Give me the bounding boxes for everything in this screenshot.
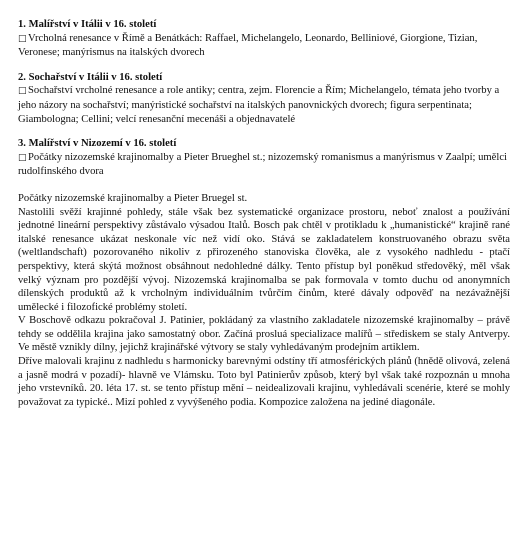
- section-2: [18, 71, 510, 126]
- bullet-item: [18, 84, 510, 126]
- section-heading: 2. Sochařství v Itálii v 16. století: [18, 71, 163, 83]
- bullet-text: Sochařství vrcholné renesance a role antiky; centra, zejm. Florencie a Řím; Michelangelo, témata jeho tvorby a jeho názory na sochařství; manýristické sochařství na italských panovnických dvorech; figura serpentinata; Giambologna; Cellini; velcí renesanční mecenáši a objednavatelé: [18, 85, 500, 125]
- article-paragraph: V Boschově odkazu pokračoval J. Patinier, pokládaný za vlastního zakladatele nizozemské krajinomalby – právě tehdy se oddělila krajina jako samostatný obor. Začíná prosluá specializace malířů – střediskem se staly Antverpy. Ve městě vznikly dílny, jejichž krajinářské výtvory se staly vyhledávaným prodejním artiklem.: [18, 315, 510, 354]
- article-paragraph: Dříve malovali krajinu z nadhledu s harmonicky barevnými odstíny tří atmosférických plánů (hnědě olivová, zelená a jasně modrá v pozadí)- hlavně ve Vlámsku. Toto byl Patinierův způsob, který byl však také rozpoznán u mnoha jeho vrstevníků. 20. léta 17. st. se tento přístup mění – neidealizovali krajinu, vyhledávali scenérie, které se mohly považovat za typické.. Mizí pohled z vyvýšeného podia. Kompozice založena na jediné diagonále.: [18, 356, 510, 408]
- bullet-box-icon: □: [18, 86, 27, 97]
- bullet-text: Vrcholná renesance v Římě a Benátkách: Raffael, Michelangelo, Leonardo, Belliniové, Giorgione, Tizian, Veronese; manýrismus na italských dvorech: [18, 32, 478, 59]
- section-heading: 1. Malířství v Itálii v 16. století: [18, 19, 157, 30]
- article-title: Počátky nizozemské krajinomalby a Pieter Bruegel st.: [18, 192, 248, 204]
- section-1: [18, 18, 510, 60]
- section-3: [18, 137, 510, 179]
- bullet-item: [18, 32, 510, 60]
- bullet-box-icon: □: [18, 33, 27, 44]
- section-heading: 3. Malířství v Nizozemí v 16. století: [18, 138, 177, 150]
- bullet-text: Počátky nizozemské krajinomalby a Pieter Brueghel st.; nizozemský romanismus a manýrismus v Zaalpí; umělci rudolfinského dvora: [18, 151, 507, 178]
- bullet-box-icon: □: [18, 152, 27, 163]
- bullet-item: [18, 151, 510, 179]
- article-paragraph: Nastolili svěží krajinné pohledy, stále však bez systematické organizace prostoru, neboť znalost a používání jednotné lineární perspektivy zůstávalo výsadou Italů. Bosch pak chtěl v protikladu k „humanistické“ krajině rané italské renesance ukázat neskonale víc než vidí oko. Stává se zakladatelem konstruovaného obrazu světa (weltlandschaft) pozorovaného nikoliv z přirozeného stanoviska člověka, ale z vysokého nadhledu - ptačí perspektivy, která skýtá možnost obsáhnout nedohledné dálky. Tento přístup byl poněkud středověký, měl však velký význam pro pozdější vývoj. Nizozemská krajinomalba se pak formovala v tomto duchu od anonymních dílenských produktů až k vrcholným individuálním tvůrčím činům, které dávaly odpověď na nezávažnější umělecké i filozofické problémy století.: [18, 206, 510, 313]
- article: [18, 192, 510, 410]
- document-content: [18, 18, 510, 409]
